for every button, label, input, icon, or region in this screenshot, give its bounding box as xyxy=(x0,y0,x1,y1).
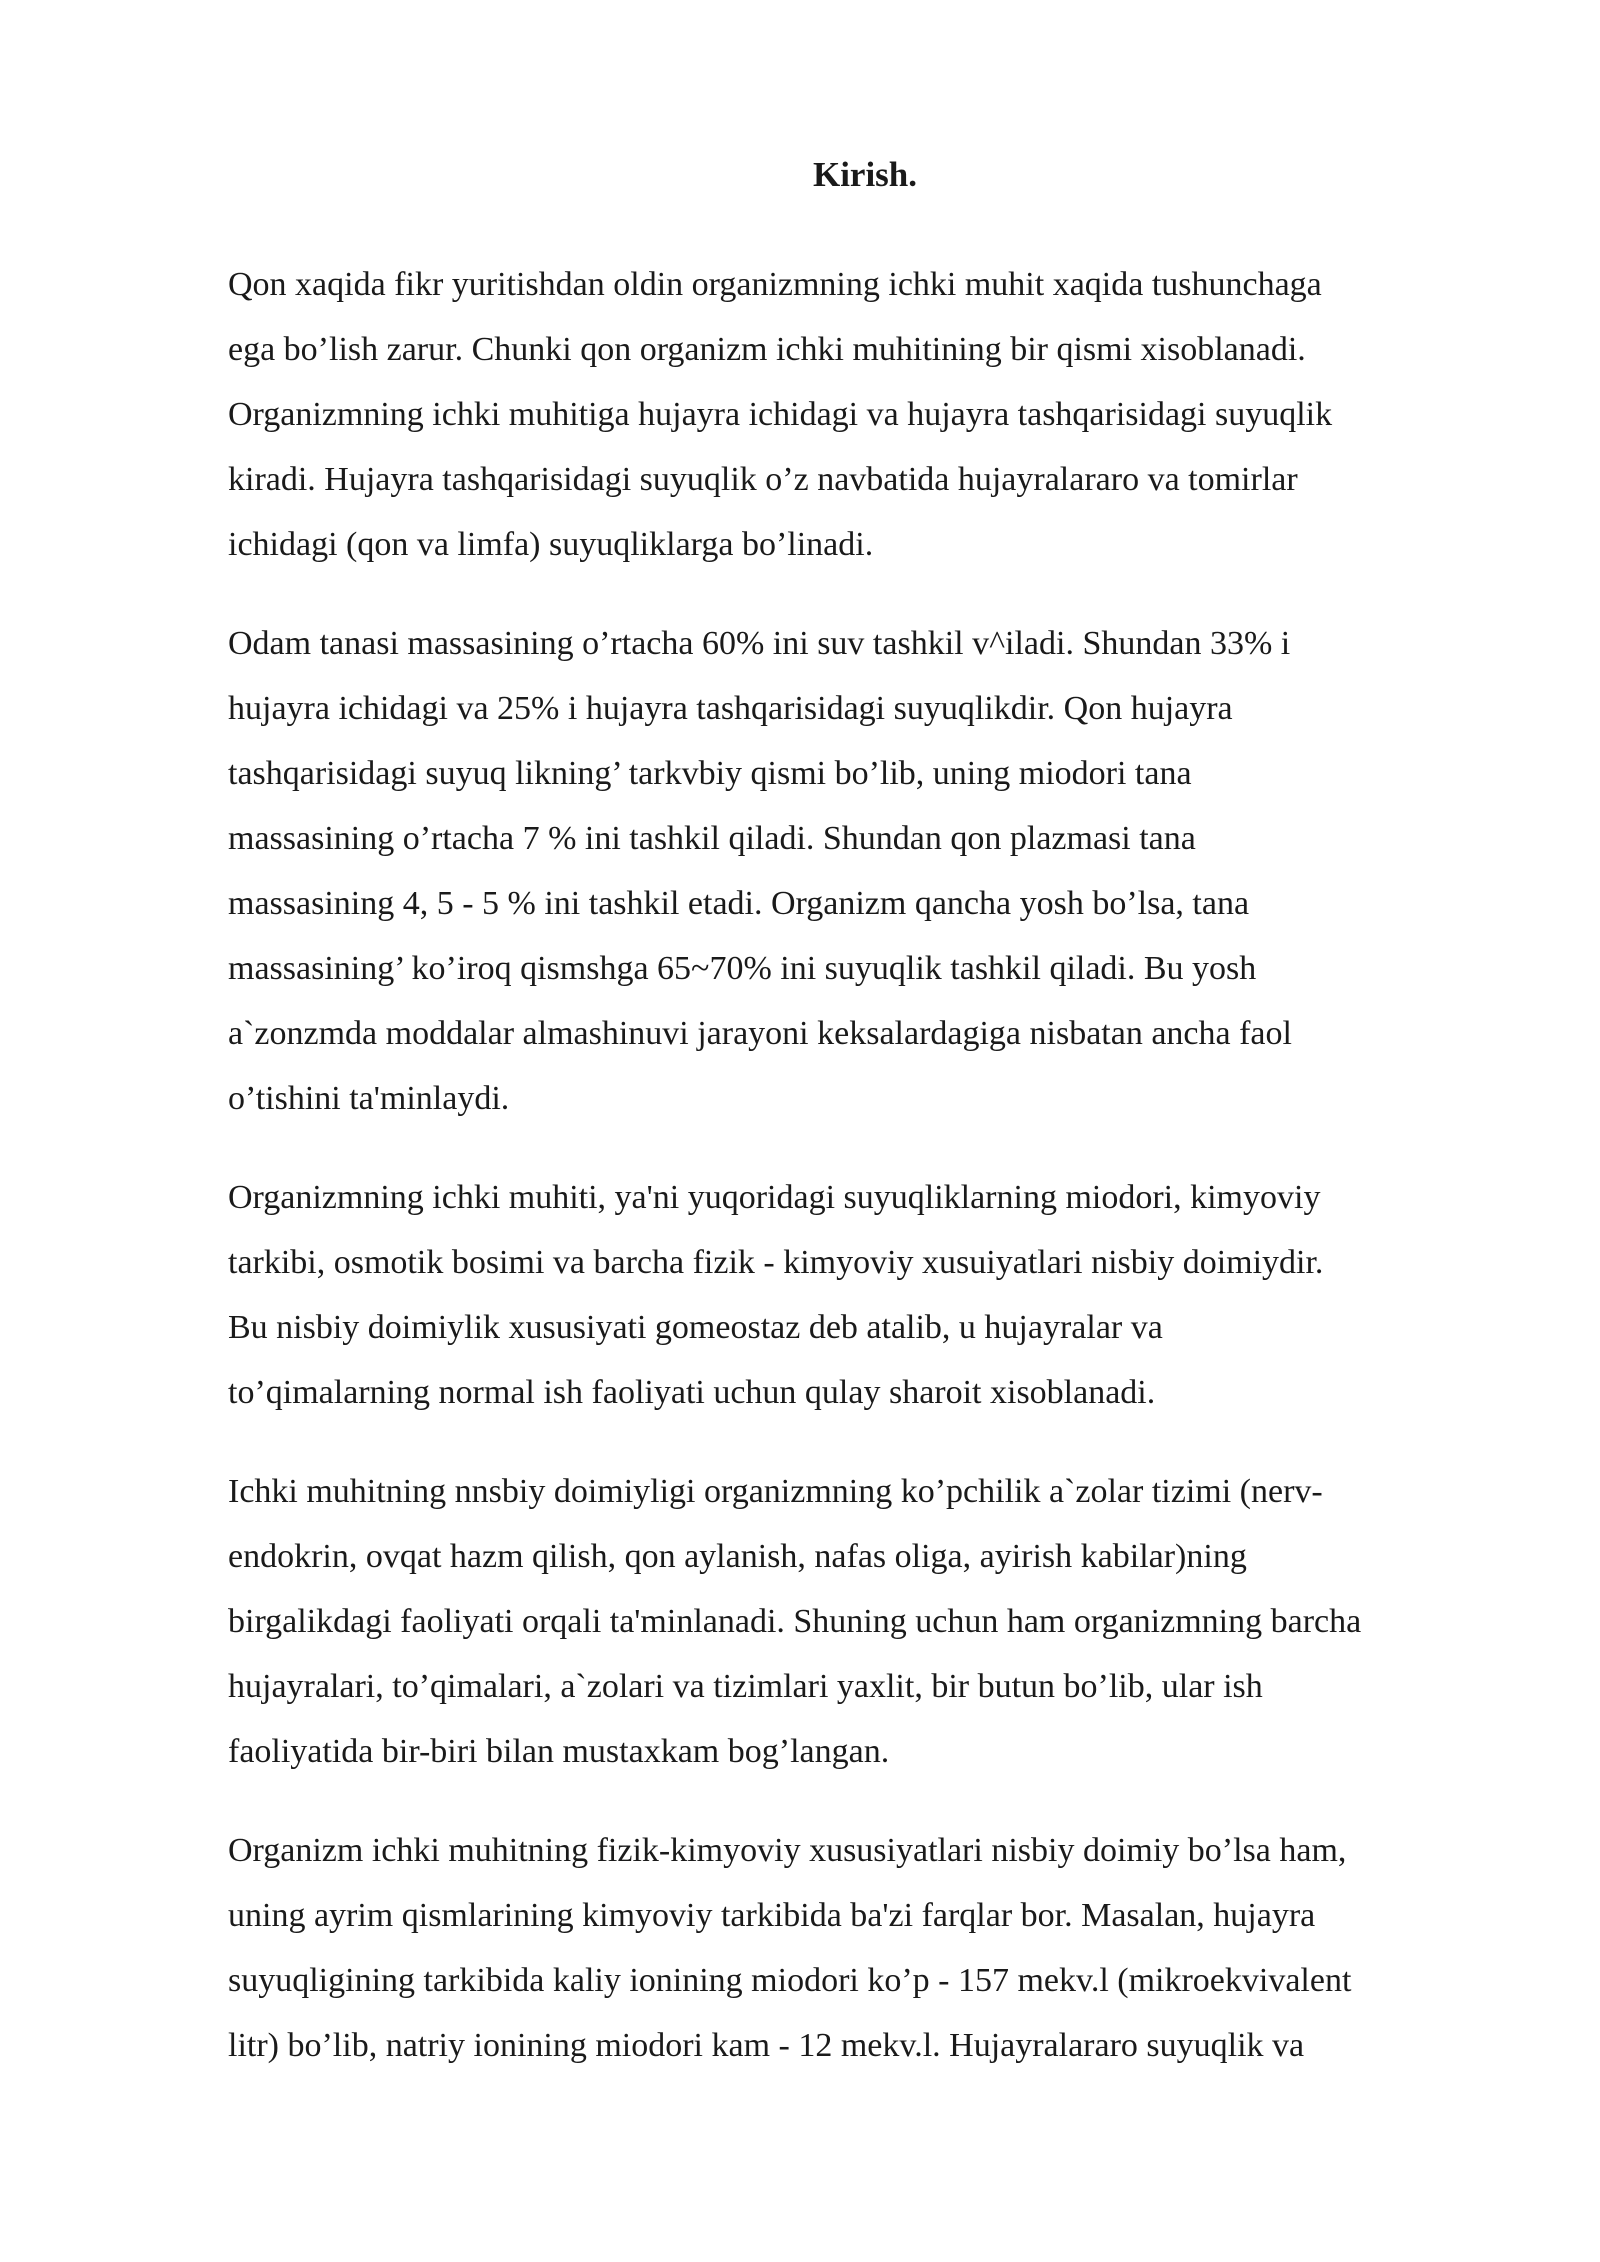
text-line: Ichki muhitning nnsbiy doimiyligi organizmning ko’pchilik a`zolar tizimi (nerv- xyxy=(228,1473,1323,1510)
text-line: birgalikdagi faoliyati orqali ta'minlanadi. Shuning uchun ham organizmning barcha xyxy=(228,1603,1362,1640)
text-line: uning ayrim qismlarining kimyoviy tarkibida ba'zi farqlar bor. Masalan, hujayra xyxy=(228,1897,1316,1934)
text-line: a`zonzmda moddalar almashinuvi jarayoni keksalardagiga nisbatan ancha faol xyxy=(228,1015,1292,1052)
text-line: Bu nisbiy doimiylik xususiyati gomeostaz deb atalib, u hujayralar va xyxy=(228,1309,1163,1346)
text-line: endokrin, ovqat hazm qilish, qon aylanish, nafas oliga, ayirish kabilar)ning xyxy=(228,1538,1247,1575)
text-line: Qon xaqida fikr yuritishdan oldin organizmning ichki muhit xaqida tushunchaga xyxy=(228,266,1322,303)
text-line: faoliyatida bir-biri bilan mustaxkam bog’langan. xyxy=(228,1733,890,1770)
text-line: litr) bo’lib, natriy ionining miodori kam - 12 mekv.l. Hujayralararo suyuqlik va xyxy=(228,2027,1305,2064)
text-line: Organizmning ichki muhitiga hujayra ichidagi va hujayra tashqarisidagi suyuqlik xyxy=(228,396,1333,433)
text-line: Organizm ichki muhitning fizik-kimyoviy xususiyatlari nisbiy doimiy bo’lsa ham, xyxy=(228,1832,1347,1869)
text-line: massasining 4, 5 - 5 % ini tashkil etadi. Organizm qancha yosh bo’lsa, tana xyxy=(228,885,1250,922)
text-line: tarkibi, osmotik bosimi va barcha fizik - kimyoviy xusuiyatlari nisbiy doimiydir. xyxy=(228,1244,1324,1281)
paragraph-5 xyxy=(228,1818,1498,2078)
text-line: hujayra ichidagi va 25% i hujayra tashqarisidagi suyuqlikdir. Qon hujayra xyxy=(228,690,1233,727)
text-line: Organizmning ichki muhiti, ya'ni yuqoridagi suyuqliklarning miodori, kimyoviy xyxy=(228,1179,1321,1216)
paragraph-3 xyxy=(228,1165,1498,1425)
paragraph-4 xyxy=(228,1459,1498,1784)
text-line: ega bo’lish zarur. Chunki qon organizm ichki muhitining bir qismi xisoblanadi. xyxy=(228,331,1306,368)
text-line: ichidagi (qon va limfa) suyuqliklarga bo’linadi. xyxy=(228,526,874,563)
document-body xyxy=(228,252,1498,2112)
text-line: o’tishini ta'minlaydi. xyxy=(228,1080,510,1117)
text-line: kiradi. Hujayra tashqarisidagi suyuqlik o’z navbatida hujayralararo va tomirlar xyxy=(228,461,1298,498)
text-line: hujayralari, to’qimalari, a`zolari va tizimlari yaxlit, bir butun bo’lib, ular ish xyxy=(228,1668,1263,1705)
text-line: to’qimalarning normal ish faoliyati uchun qulay sharoit xisoblanadi. xyxy=(228,1374,1156,1411)
paragraph-2 xyxy=(228,611,1498,1131)
page-title: Kirish. xyxy=(812,155,918,194)
paragraph-1 xyxy=(228,252,1498,577)
text-line: suyuqligining tarkibida kaliy ionining miodori ko’p - 157 mekv.l (mikroekvivalent xyxy=(228,1962,1352,1999)
text-line: tashqarisidagi suyuq likning’ tarkvbiy qismi bo’lib, uning miodori tana xyxy=(228,755,1192,792)
text-line: massasining’ ko’iroq qismshga 65~70% ini suyuqlik tashkil qiladi. Bu yosh xyxy=(228,950,1257,987)
text-line: Odam tanasi massasining o’rtacha 60% ini suv tashkil v^iladi. Shundan 33% i xyxy=(228,625,1291,662)
text-line: massasining o’rtacha 7 % ini tashkil qiladi. Shundan qon plazmasi tana xyxy=(228,820,1196,857)
